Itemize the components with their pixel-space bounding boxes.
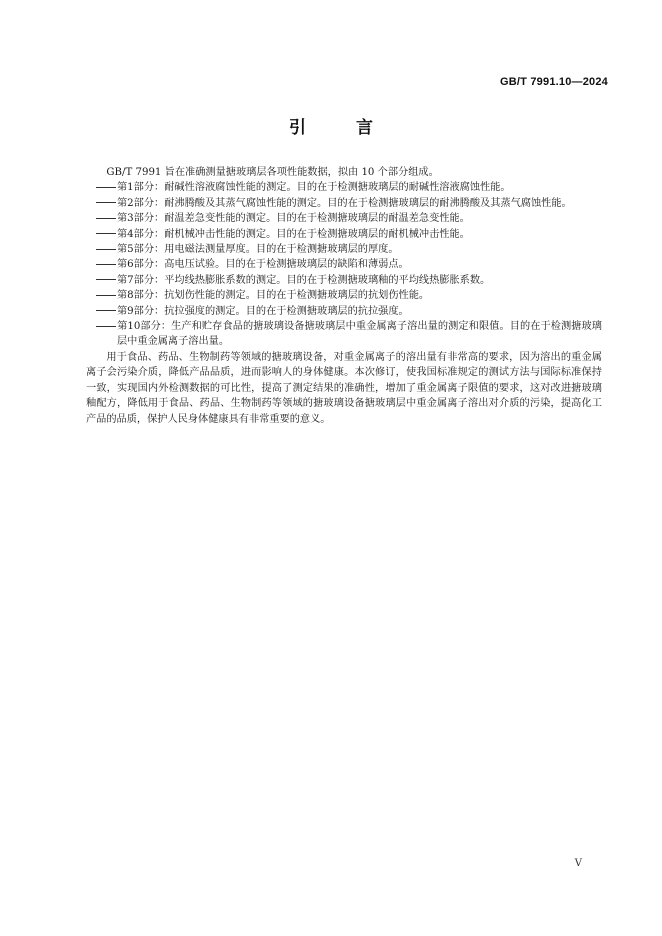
list-item: 第5部分：用电磁法测量厚度。目的在于检测搪玻璃层的厚度。 [86, 242, 602, 257]
list-item: 第3部分：耐温差急变性能的测定。目的在于检测搪玻璃层的耐温差急变性能。 [86, 211, 602, 226]
parts-list [86, 180, 602, 349]
list-item: 第10部分：生产和贮存食品的搪玻璃设备搪玻璃层中重金属离子溶出量的测定和限值。目的在于检测搪玻璃层中重金属离子溶出量。 [86, 319, 602, 350]
closing-paragraph: 用于食品、药品、生物制药等领域的搪玻璃设备，对重金属离子的溶出量有非常高的要求，因为溶出的重金属离子会污染介质，降低产品品质，进而影响人的身体健康。本次修订，使我国标准规定的测试方法与国际标准保持一致，实现国内外检测数据的可比性，提高了测定结果的准确性，增加了重金属离子限值的要求，这对改进搪玻璃釉配方，降低用于食品、药品、生物制药等领域的搪玻璃设备搪玻璃层中重金属离子溶出对介质的污染，提高化工产品的品质，保护人民身体健康具有非常重要的意义。 [86, 351, 602, 425]
page-title: 引 言 [289, 118, 395, 138]
page-number: V [574, 858, 582, 869]
em-dash-mark [96, 202, 116, 203]
em-dash-mark [96, 326, 116, 327]
list-item: 第4部分：耐机械冲击性能的测定。目的在于检测搪玻璃层的耐机械冲击性能。 [86, 227, 602, 242]
list-item: 第8部分：抗划伤性能的测定。目的在于检测搪玻璃层的抗划伤性能。 [86, 288, 602, 303]
em-dash-mark [96, 249, 116, 250]
em-dash-mark [96, 233, 116, 234]
body-content [86, 165, 602, 427]
list-item: 第1部分：耐碱性溶液腐蚀性能的测定。目的在于检测搪玻璃层的耐碱性溶液腐蚀性能。 [86, 180, 602, 195]
standard-number: GB/T 7991.10—2024 [500, 76, 608, 88]
list-item: 第7部分：平均线热膨胀系数的测定。目的在于检测搪玻璃釉的平均线热膨胀系数。 [86, 273, 602, 288]
em-dash-mark [96, 279, 116, 280]
em-dash-mark [96, 218, 116, 219]
list-item: 第6部分：高电压试验。目的在于检测搪玻璃层的缺陷和薄弱点。 [86, 257, 602, 272]
em-dash-mark [96, 264, 116, 265]
em-dash-mark [96, 310, 116, 311]
em-dash-mark [96, 295, 116, 296]
list-item: 第9部分：抗拉强度的测定。目的在于检测搪玻璃层的抗拉强度。 [86, 304, 602, 319]
list-item: 第2部分：耐沸腾酸及其蒸气腐蚀性能的测定。目的在于检测搪玻璃层的耐沸腾酸及其蒸气腐蚀性能。 [86, 196, 602, 211]
intro-paragraph: GB/T 7991 旨在准确测量搪玻璃层各项性能数据，拟由 10 个部分组成。 [106, 167, 439, 178]
em-dash-mark [96, 187, 116, 188]
